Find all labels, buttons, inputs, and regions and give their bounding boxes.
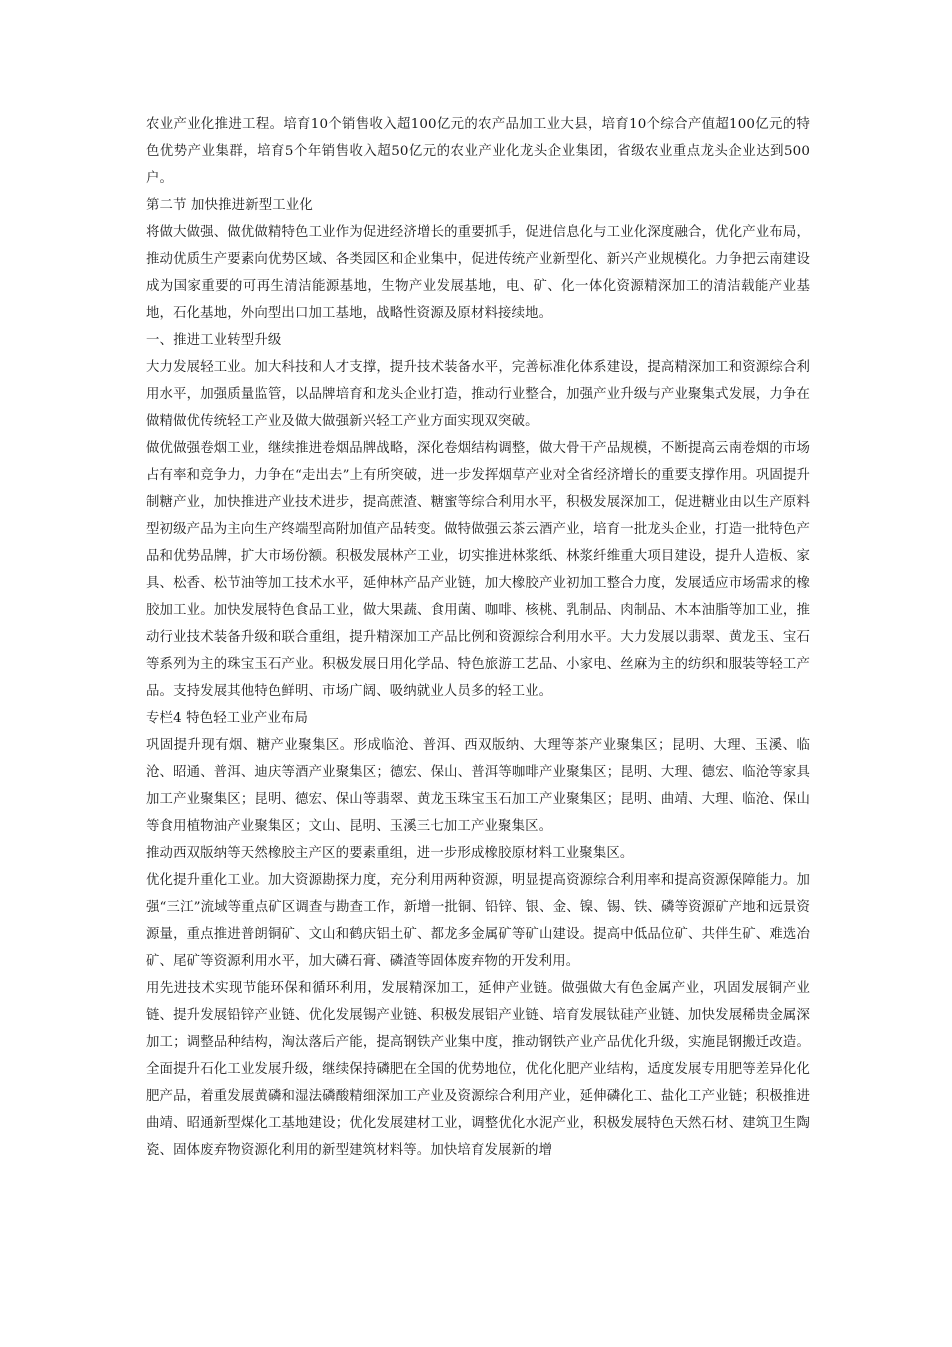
subsection-heading: 一、推进工业转型升级	[146, 333, 282, 348]
paragraph-light-industry: 大力发展轻工业。加大科技和人才支撑，提升技术装备水平，完善标准化体系建设，提高精深加工和资源综合利用水平，加强质量监管，以品牌培育和龙头企业打造，推动行业整合，加强产业升级与产业聚集式发展，力争在做精做优传统轻工产业及做大做强新兴轻工产业方面实现双突破。	[146, 360, 810, 429]
paragraph-tobacco-industry: 做优做强卷烟工业，继续推进卷烟品牌战略，深化卷烟结构调整，做大骨干产品规模，不断提高云南卷烟的市场占有率和竞争力，力争在“走出去”上有所突破，进一步发挥烟草产业对全省经济增长的重要支撑作用。巩固提升制糖产业，加快推进产业技术进步，提高蔗渣、糖蜜等综合利用水平，积极发展深加工，促进糖业由以生产原料型初级产品为主向生产终端型高附加值产品转变。做特做强云茶云酒产业，培育一批龙头企业，打造一批特色产品和优势品牌，扩大市场份额。积极发展林产工业，切实推进林浆纸、林浆纤维重大项目建设，提升人造板、家具、松香、松节油等加工技术水平，延伸林产品产业链，加大橡胶产业初加工整合力度，发展适应市场需求的橡胶加工业。加快发展特色食品工业，做大果蔬、食用菌、咖啡、核桃、乳制品、肉制品、木本油脂等加工业，推动行业技术装备升级和联合重组，提升精深加工产品比例和资源综合利用水平。大力发展以翡翠、黄龙玉、宝石等系列为主的珠宝玉石产业。积极发展日用化学品、特色旅游工艺品、小家电、丝麻为主的纺织和服装等轻工产品。支持发展其他特色鲜明、市场广阔、吸纳就业人员多的轻工业。	[146, 441, 810, 699]
paragraph-industrialization-intro: 将做大做强、做优做精特色工业作为促进经济增长的重要抓手，促进信息化与工业化深度融合，优化产业布局，推动优质生产要素向优势区域、各类园区和企业集中，促进传统产业新型化、新兴产业规模化。力争把云南建设成为国家重要的可再生清洁能源基地，生物产业发展基地，电、矿、化一体化资源精深加工的清洁载能产业基地，石化基地，外向型出口加工基地，战略性资源及原材料接续地。	[146, 225, 810, 321]
paragraph-industry-clusters: 巩固提升现有烟、糖产业聚集区。形成临沧、普洱、西双版纳、大理等茶产业聚集区；昆明、大理、玉溪、临沧、昭通、普洱、迪庆等酒产业聚集区；德宏、保山、普洱等咖啡产业聚集区；昆明、大理、德宏、临沧等家具加工产业聚集区；昆明、德宏、保山等翡翠、黄龙玉珠宝玉石加工产业聚集区；昆明、曲靖、大理、临沧、保山等食用植物油产业聚集区；文山、昆明、玉溪三七加工产业聚集区。	[146, 738, 810, 834]
column-heading: 专栏4 特色轻工业产业布局	[146, 711, 309, 726]
paragraph-heavy-industry: 优化提升重化工业。加大资源勘探力度，充分利用两种资源，明显提高资源综合利用率和提高资源保障能力。加强“三江”流域等重点矿区调查与勘查工作，新增一批铜、铅锌、银、金、镍、锡、铁、磷等资源矿产地和远景资源量，重点推进普朗铜矿、文山和鹤庆铝土矿、都龙多金属矿等矿山建设。提高中低品位矿、共伴生矿、难选冶矿、尾矿等资源利用水平，加大磷石膏、磷渣等固体废弃物的开发利用。	[146, 873, 810, 969]
paragraph-agri-industrialization: 农业产业化推进工程。培育10个销售收入超100亿元的农产品加工业大县，培育10个综合产值超100亿元的特色优势产业集群，培育5个年销售收入超50亿元的农业产业化龙头企业集团，省级农业重点龙头企业达到500户。	[146, 117, 810, 186]
paragraph-rubber-cluster: 推动西双版纳等天然橡胶主产区的要素重组，进一步形成橡胶原材料工业聚集区。	[146, 846, 634, 861]
section-heading: 第二节 加快推进新型工业化	[146, 198, 313, 213]
document-body	[146, 111, 810, 1164]
paragraph-advanced-technology: 用先进技术实现节能环保和循环利用，发展精深加工，延伸产业链。做强做大有色金属产业，巩固发展铜产业链、提升发展铅锌产业链、优化发展锡产业链、积极发展铝产业链、培育发展钛硅产业链、加快发展稀贵金属深加工；调整品种结构，淘汰落后产能，提高钢铁产业集中度，推动钢铁产业产品优化升级，实施昆钢搬迁改造。全面提升石化工业发展升级，继续保持磷肥在全国的优势地位，优化化肥产业结构，适度发展专用肥等差异化化肥产品，着重发展黄磷和湿法磷酸精细深加工产业及资源综合利用产业，延伸磷化工、盐化工产业链；积极推进曲靖、昭通新型煤化工基地建设；优化发展建材工业，调整优化水泥产业，积极发展特色天然石材、建筑卫生陶瓷、固体废弃物资源化利用的新型建筑材料等。加快培育发展新的增	[146, 981, 810, 1158]
